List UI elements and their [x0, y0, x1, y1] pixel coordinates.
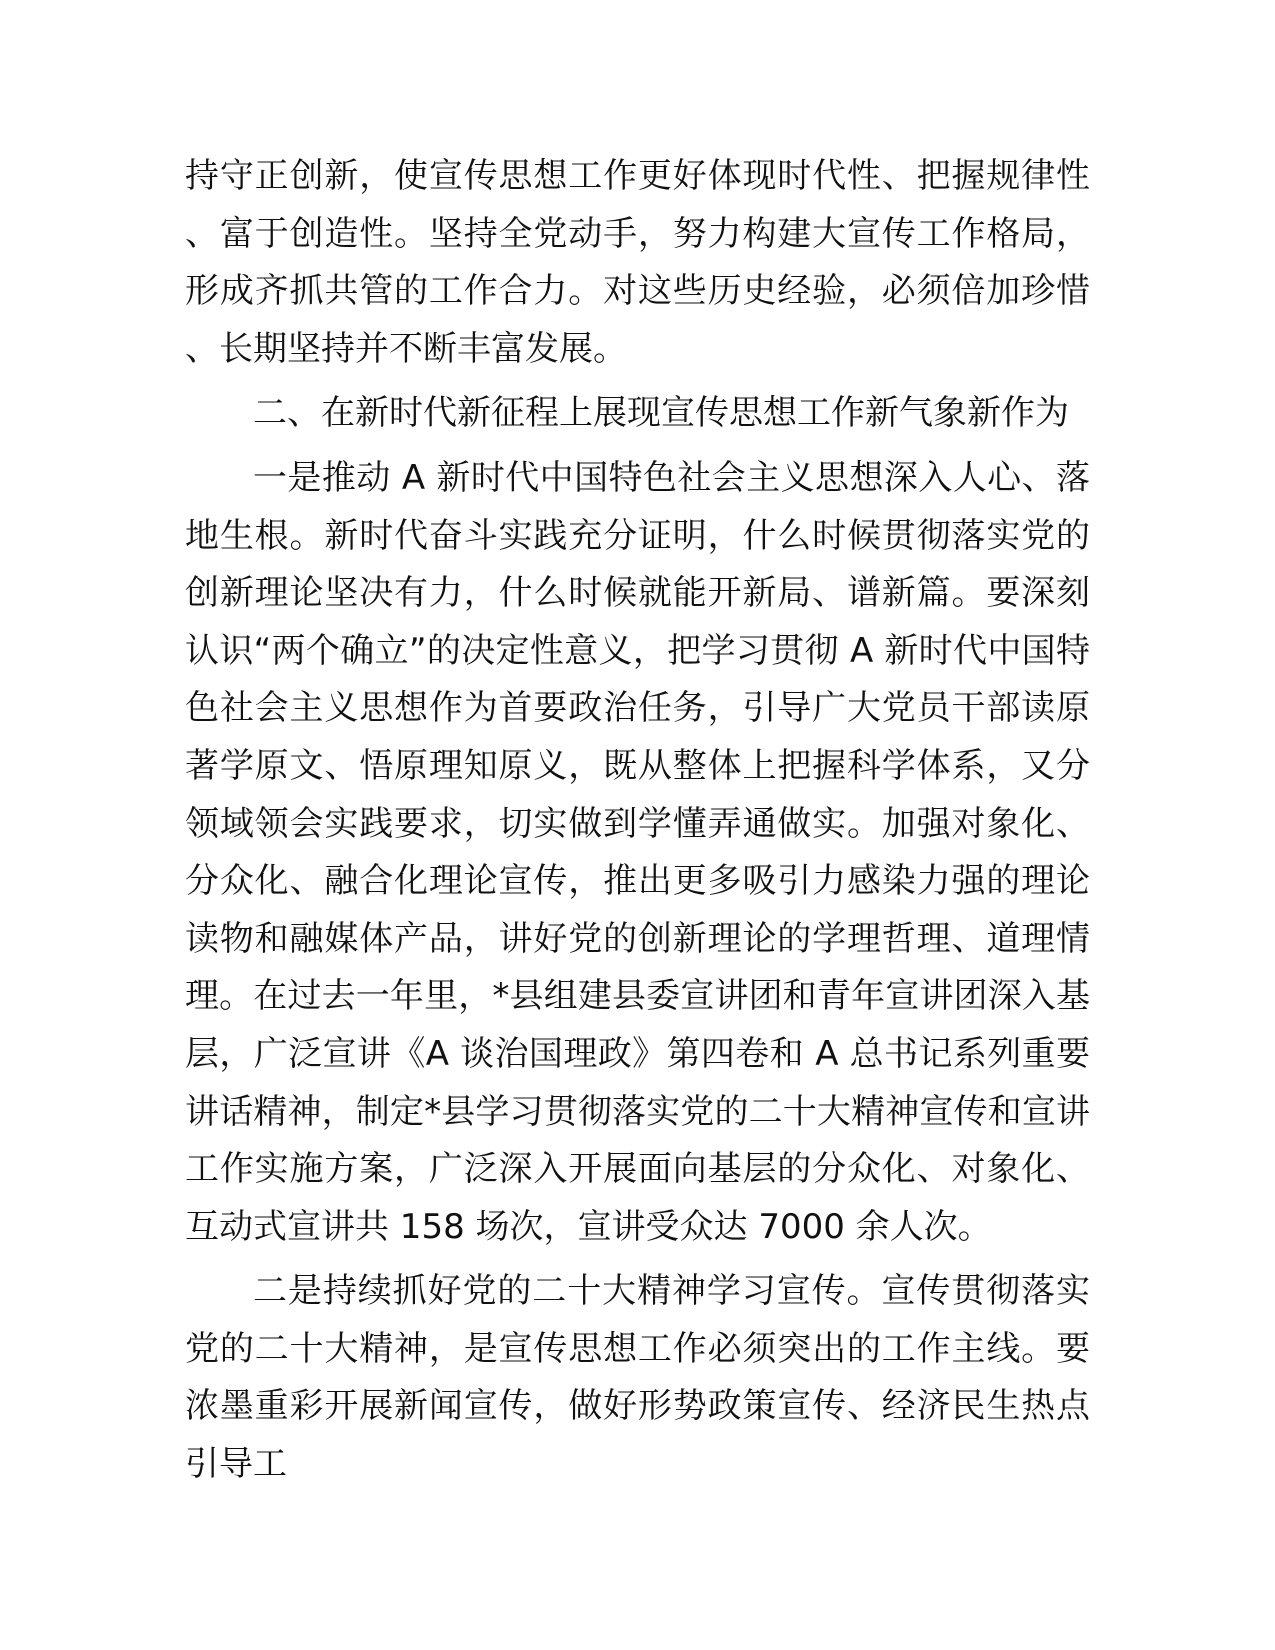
section-heading: 二、在新时代新征程上展现宣传思想工作新气象新作为 [253, 393, 1069, 434]
document-body [185, 148, 1090, 1494]
paragraph-point-one: 一是推动 A 新时代中国特色社会主义思想深入人心、落地生根。新时代奋斗实践充分证明，什么时候贯彻落实党的创新理论坚决有力，什么时候就能开新局、谱新篇。要深刻认识“两个确立”的决定性意义，把学习贯彻 A 新时代中国特色社会主义思想作为首要政治任务，引导广大党员干部读原著学原文、悟原理知原义，既从整体上把握科学体系，又分领域领会实践要求，切实做到学懂弄通做实。加强对象化、分众化、融合化理论宣传，推出更多吸引力感染力强的理论读物和融媒体产品，讲好党的创新理论的学理哲理、道理情理。在过去一年里，*县组建县委宣讲团和青年宣讲团深入基层，广泛宣讲《A 谈治国理政》第四卷和 A 总书记系列重要讲话精神，制定*县学习贯彻落实党的二十大精神宣传和宣讲工作实施方案，广泛深入开展面向基层的分众化、对象化、互动式宣讲共 158 场次，宣讲受众达 7000 余人次。 [185, 457, 1090, 1247]
paragraph-continuation: 持守正创新，使宣传思想工作更好体现时代性、把握规律性、富于创造性。坚持全党动手，努力构建大宣传工作格局，形成齐抓共管的工作合力。对这些历史经验，必须倍加珍惜、长期坚持并不断丰富发展。 [185, 156, 1090, 369]
paragraph-point-two: 二是持续抓好党的二十大精神学习宣传。宣传贯彻落实党的二十大精神，是宣传思想工作必须突出的工作主线。要浓墨重彩开展新闻宣传，做好形势政策宣传、经济民生热点引导工 [185, 1271, 1090, 1485]
